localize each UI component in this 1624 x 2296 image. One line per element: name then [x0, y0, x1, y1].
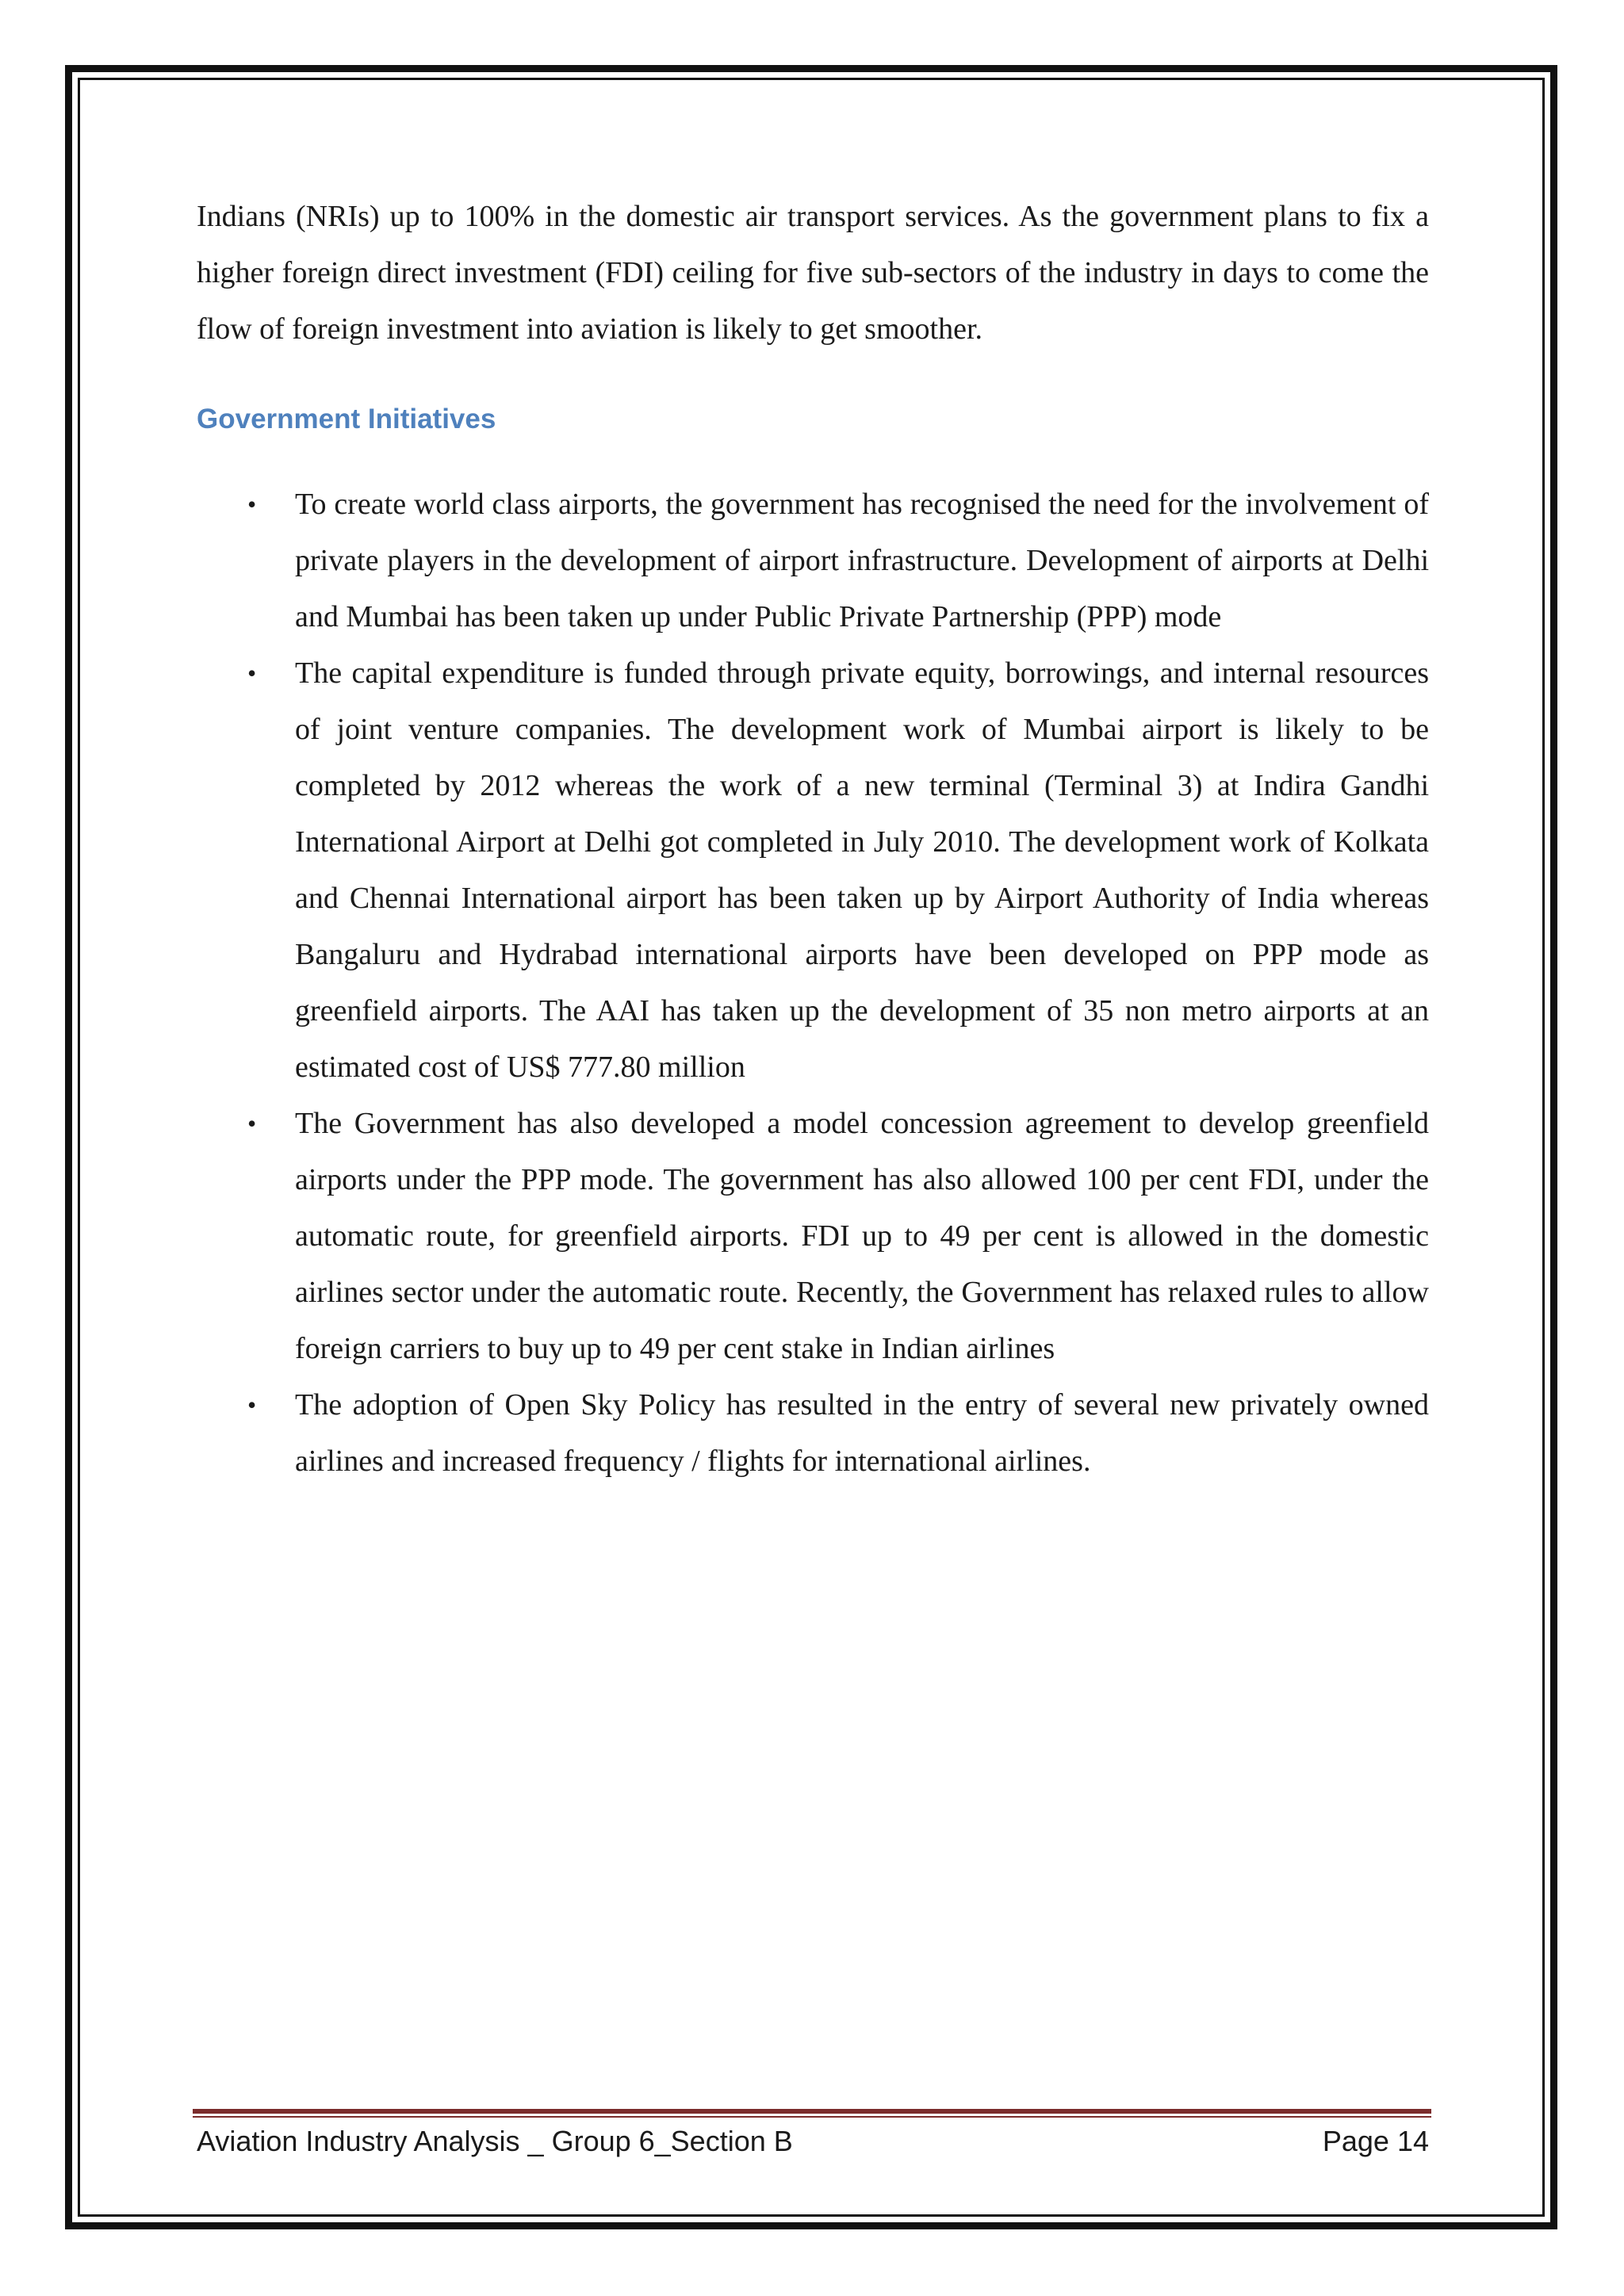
- bullet-icon: •: [247, 1391, 257, 1419]
- list-item: [197, 1096, 1429, 1377]
- list-item-text: The adoption of Open Sky Policy has resulted in the entry of several new privately owned airlines and increased frequency / flights for international airlines.: [295, 1388, 1429, 1478]
- initiatives-list: [197, 476, 1429, 1490]
- page-content: [197, 189, 1429, 1490]
- list-item-text: The capital expenditure is funded through private equity, borrowings, and internal resources of joint venture companies. The development work of Mumbai airport is likely to be completed by 2012 whereas the work of a new terminal (Terminal 3) at Indira Gandhi International Airport at Delhi got completed in July 2010. The development work of Kolkata and Chennai International airport has been taken up by Airport Authority of India whereas Bangaluru and Hydrabad international airports have been developed on PPP mode as greenfield airports. The AAI has taken up the development of 35 non metro airports at an estimated cost of US$ 777.80 million: [295, 656, 1429, 1084]
- bullet-icon: •: [247, 1109, 257, 1138]
- page-number: Page 14: [1322, 2125, 1429, 2157]
- list-item-text: To create world class airports, the government has recognised the need for the involvement of private players in the development of airport infrastructure. Development of airports at Delhi and Mumbai has been taken up under Public Private Partnership (PPP) mode: [295, 488, 1429, 633]
- intro-paragraph: Indians (NRIs) up to 100% in the domestic air transport services. As the government plans to fix a higher foreign direct investment (FDI) ceiling for five sub-sectors of the industry in days to come the flow of foreign investment into aviation is likely to get smoother.: [197, 200, 1429, 346]
- list-item: [197, 645, 1429, 1096]
- list-item-text: The Government has also developed a model concession agreement to develop greenfield airports under the PPP mode. The government has also allowed 100 per cent FDI, under the automatic route, for greenfield airports. FDI up to 49 per cent is allowed in the domestic airlines sector under the automatic route. Recently, the Government has relaxed rules to allow foreign carriers to buy up to 49 per cent stake in Indian airlines: [295, 1107, 1429, 1365]
- page-footer: [197, 2125, 1429, 2158]
- section-heading: Government Initiatives: [197, 404, 496, 434]
- bullet-icon: •: [247, 659, 257, 687]
- list-item: [197, 1377, 1429, 1490]
- bullet-icon: •: [247, 490, 257, 519]
- list-item: [197, 476, 1429, 645]
- footer-title: Aviation Industry Analysis _ Group 6_Section B: [197, 2125, 793, 2157]
- footer-divider: [193, 2109, 1431, 2118]
